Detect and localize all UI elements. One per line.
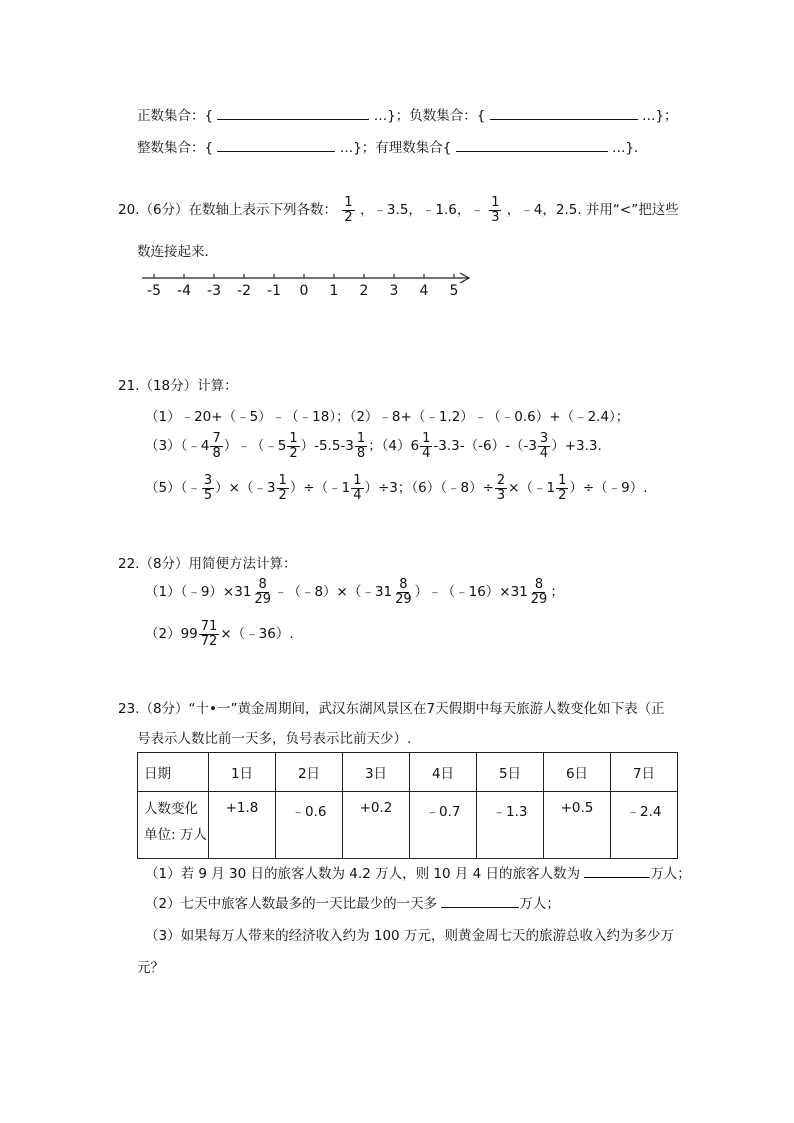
fraction: $\frac{1}{4}$ (422, 431, 431, 461)
table-cell: ﹣0.6 (276, 792, 343, 859)
number-line-tick-label: 2 (359, 283, 369, 299)
number-line-tick-label: 0 (299, 283, 309, 299)
table-header-cell: 5日 (477, 753, 544, 792)
number-line-tick-label: -4 (177, 283, 191, 299)
fraction: $\frac{1}{4}$ (353, 473, 362, 503)
fraction: $\frac{7}{8}$ (212, 431, 221, 461)
number-line-tick-label: -2 (237, 283, 251, 299)
table-cell: +0.2 (343, 792, 410, 859)
fraction: $\frac{1}{2}$ (278, 473, 287, 503)
table-cell: +1.8 (209, 792, 276, 859)
number-line-tick-label: 1 (329, 283, 339, 299)
q23-sub-2: （2）七天中旅客人数最多的一天比最少的一天多 万人； (145, 896, 560, 912)
q23-line-2: 号表示人数比前一天多，负号表示比前天少）. (137, 731, 412, 747)
q22-title: 22.（8分）用简便方法计算： (118, 556, 297, 572)
integer-rational-sets-line (137, 136, 638, 156)
table-header-cell: 日期 (138, 753, 209, 792)
q21-line-2: （3）（﹣4 $\frac{7}{8}$ ）﹣（﹣5 $\frac{1}{2}$ ）-5.5-3 $\frac{1}{8}$ ；（4）6 $\frac{1}{4}$ -3.3-（-6）-（-3 $\frac{3}{4}$ ）+3.3. (145, 431, 602, 461)
number-line-tick-label: -3 (207, 283, 221, 299)
table-row (138, 792, 678, 859)
fraction: $\frac{1}{2}$ (289, 431, 298, 461)
q20-numbers-a: ，﹣3.5，﹣1.6，﹣ (359, 202, 484, 219)
table-header-row (138, 753, 678, 792)
number-line (138, 268, 478, 302)
integer-set-blank[interactable] (217, 139, 335, 152)
number-line-tick-label: -5 (147, 283, 161, 299)
table-header-cell: 2日 (276, 753, 343, 792)
q23-sub-1: （1）若 9 月 30 日的旅客人数为 4.2 万人，则 10 月 4 日的旅客人数为 万人； (145, 866, 691, 882)
fraction: $\frac{8}{29}$ (395, 577, 412, 607)
q21-title: 21.（18分）计算： (118, 378, 238, 394)
table-header-cell: 7日 (611, 753, 678, 792)
q20-prefix: 20.（6分）在数轴上表示下列各数： (118, 202, 338, 219)
table-header-cell: 1日 (209, 753, 276, 792)
fraction: $\frac{1}{2}$ (558, 473, 567, 503)
answer-blank-1[interactable] (584, 865, 650, 878)
tourist-change-table (137, 752, 678, 859)
table-cell: ﹣1.3 (477, 792, 544, 859)
q22-line-1: （1）（﹣9）×31 $\frac{8}{29}$ ﹣（﹣8）×（﹣31 $\frac{8}{29}$ ）﹣（﹣16）×31 $\frac{8}{29}$ ； (145, 577, 564, 607)
table-header-cell: 6日 (544, 753, 611, 792)
negative-set-blank[interactable] (490, 107, 638, 120)
table-header-cell: 3日 (343, 753, 410, 792)
q23-sub-3: （3）如果每万人带来的经济收入约为 100 万元，则黄金周七天的旅游总收入约为多少万 (145, 928, 674, 944)
rational-set-blank[interactable] (456, 139, 608, 152)
fraction: $\frac{8}{29}$ (254, 577, 271, 607)
answer-blank-2[interactable] (441, 895, 519, 908)
number-line-tick-label: 5 (449, 283, 459, 299)
negative-set-end: …}； (641, 108, 678, 124)
fraction: $\frac{71}{72}$ (200, 619, 218, 649)
table-cell: +0.5 (544, 792, 611, 859)
fraction: $\frac{8}{29}$ (530, 577, 548, 607)
positive-set-blank[interactable] (217, 107, 369, 120)
number-line-tick-label: 3 (389, 283, 399, 299)
fraction: $\frac{2}{3}$ (496, 473, 506, 503)
fraction: $\frac{3}{4}$ (539, 431, 549, 461)
negative-set-label: …}；负数集合：{ (373, 108, 486, 124)
fraction: $\frac{1}{8}$ (356, 431, 366, 461)
q20-line (118, 196, 679, 224)
table-header-cell: 4日 (410, 753, 477, 792)
positive-set-label: 正数集合：{ (137, 108, 214, 124)
fraction-1-2: $\frac{1}{2}$ (344, 195, 353, 225)
number-line-tick-label: -1 (267, 283, 281, 299)
table-cell: ﹣2.4 (611, 792, 678, 859)
q20-numbers-b: ，﹣4，2.5. 并用“<”把这些 (506, 202, 679, 219)
table-cell: ﹣0.7 (410, 792, 477, 859)
q21-line-3: （5）（﹣ $\frac{3}{5}$ ）×（﹣3 $\frac{1}{2}$ ）÷（﹣1 $\frac{1}{4}$ ）÷3；（6）（﹣8）÷ $\frac{2}{3}$ ×（﹣1 $\frac{1}{2}$ ）÷（﹣9）. (145, 473, 648, 503)
rational-set-label: …}；有理数集合{ (339, 140, 452, 156)
q23-line-1: 23.（8分）“十•一”黄金周期间，武汉东湖风景区在7天假期中每天旅游人数变化如下表（正 (118, 701, 665, 717)
fraction: $\frac{3}{5}$ (203, 473, 213, 503)
q21-line-1: （1）﹣20+（﹣5）﹣（﹣18）；（2）﹣8+（﹣1.2）﹣（﹣0.6）+（﹣2.4）； (145, 409, 630, 425)
number-line-tick-label: 4 (419, 283, 429, 299)
q22-line-2: （2）99 $\frac{71}{72}$ ×（﹣36）. (145, 619, 294, 649)
q20-continuation: 数连接起来. (137, 244, 209, 260)
q23-sub-3-cont: 元？ (137, 960, 164, 976)
positive-negative-sets-line (137, 104, 678, 124)
fraction-1-3: $\frac{1}{3}$ (491, 195, 500, 225)
table-row-label: 人数变化 单位: 万人 (138, 792, 209, 859)
rational-set-end: …}. (611, 140, 639, 156)
integer-set-label: 整数集合：{ (137, 140, 214, 156)
